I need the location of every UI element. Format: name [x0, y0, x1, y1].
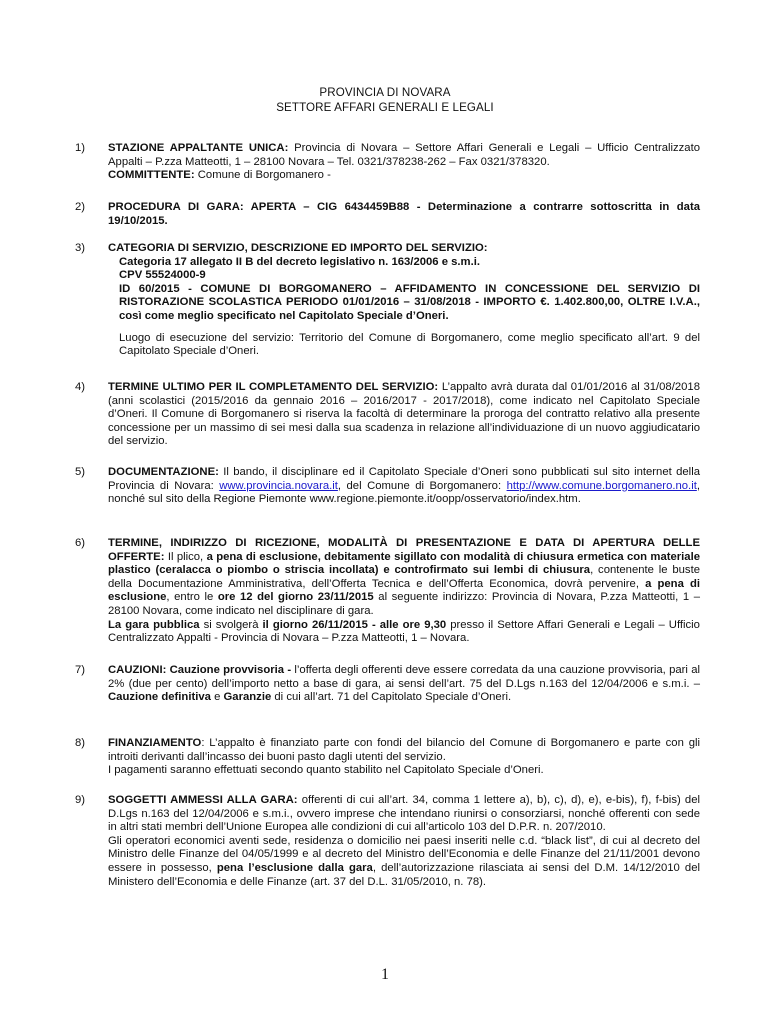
section-title: SOGGETTI AMMESSI ALLA GARA:: [108, 794, 298, 806]
service-description: ID 60/2015 - COMUNE DI BORGOMANERO – AFFIDAMENTO IN CONCESSIONE DEL SERVIZIO DI RISTORAZIONE SCOLASTICA PERIODO 01/01/2016 – 31/08/2018 - IMPORTO €. 1.402.800,00, OLTRE I.V.A., così come meglio specificato nel Capitolato Speciale d’Oneri.: [119, 282, 700, 322]
section-title: CAUZIONI: Cauzione provvisoria -: [108, 664, 292, 676]
section-emphasis: a pena di esclusione, debitamente sigillato con modalità di chiusura ermetica con materiale plastico (ceralacca o piombo o striscia incollata) e controfirmato sui lembi di chiusura: [108, 550, 701, 577]
section-number: 2): [75, 201, 86, 213]
section-text: , nonché sul sito della Regione Piemonte www.regione.piemonte.it/oopp/osservatorio/index.htm.: [108, 479, 700, 506]
service-cpv: CPV 55524000-9: [119, 269, 206, 282]
section-text: si svolgerà: [199, 618, 263, 631]
deadline: ore 12 del giorno 23/11/2015: [217, 591, 374, 604]
page-number: 1: [381, 966, 389, 983]
service-category: Categoria 17 allegato II B del decreto legislativo n. 163/2006 e s.m.i.: [119, 255, 481, 268]
committente-label: COMMITTENTE:: [108, 169, 195, 182]
section-text: , del Comune di Borgomanero:: [337, 479, 507, 492]
section-number: 4): [75, 381, 86, 393]
link-provincia[interactable]: www.provincia.novara.it: [219, 479, 338, 492]
section-number: 3): [75, 242, 86, 254]
service-location: Luogo di esecuzione del servizio: Territorio del Comune di Borgomanero, come meglio specificato all’art. 9 del Capitolato Speciale d’Oneri.: [119, 331, 700, 358]
section-title: PROCEDURA DI GARA: APERTA – CIG 6434459B88 - Determinazione a contrarre sottoscritta in data 19/10/2015.: [108, 201, 700, 227]
section-text: offerenti di cui all’art. 34, comma 1 lettere a), b), c), d), e), e-bis), f), f-bis) del D.Lgs n.163 del 12/04/2006 e s.m.i., ovvero imprese che intendano riunirsi o consorziarsi, nonché offerenti con sede in altri stati membri dell’Unione Europea alle condizioni di cui all’articolo 103 del D.P.R. n. 207/2010.: [108, 794, 700, 834]
header-province: PROVINCIA DI NOVARA: [319, 86, 451, 99]
section-number: 1): [75, 142, 86, 154]
section-text: , dell’autorizzazione rilasciata ai sensi del D.M. 14/12/2010 del Ministero dell’Economia e delle Finanze (art. 37 del D.L. 31/05/2010, n. 78).: [108, 861, 700, 888]
section-emphasis: La gara pubblica: [108, 618, 200, 631]
section-text: Provincia di Novara – Settore Affari Generali e Legali – Ufficio Centralizzato Appalti – P.zza Matteotti, 1 – 28100 Novara – Tel. 0321/378238-262 – Fax 0321/378320.: [108, 142, 701, 168]
document-header: [0, 86, 770, 115]
section-text: e: [210, 691, 224, 704]
header-sector: SETTORE AFFARI GENERALI E LEGALI: [276, 100, 494, 114]
section-text: di cui all’art. 71 del Capitolato Speciale d’Oneri.: [271, 691, 512, 704]
section-title: TERMINE, INDIRIZZO DI RICEZIONE, MODALITÀ DI PRESENTAZIONE E DATA DI APERTURA DELLE OFFERTE:: [108, 537, 700, 563]
section-title: STAZIONE APPALTANTE UNICA:: [108, 142, 289, 154]
section-text: , entro le: [166, 591, 218, 604]
section-emphasis: Cauzione definitiva: [108, 691, 211, 704]
section-number: 9): [75, 794, 86, 806]
section-number: 7): [75, 664, 86, 676]
section-text: : L’appalto è finanziato parte con fondi del bilancio del Comune di Borgomanero e parte con gli introiti derivanti dall’incasso dei buoni pasto dagli utenti del servizio.: [108, 737, 700, 763]
opening-date: il giorno 26/11/2015 - alle ore 9,30: [262, 618, 447, 631]
section-text: Gli operatori economici aventi sede, residenza o domicilio nei paesi inseriti nelle c.d. “black list”, di cui al decreto del Ministro delle Finanze del 04/05/1999 e al decreto del Ministro dell’Economia e delle Finanze del 21/11/2001 devono essere in possesso,: [108, 834, 700, 874]
section-emphasis: a pena di esclusione: [108, 577, 701, 604]
section-title: TERMINE ULTIMO PER IL COMPLETAMENTO DEL SERVIZIO:: [108, 381, 439, 393]
section-text: I pagamenti saranno effettuati secondo quanto stabilito nel Capitolato Speciale d’Oneri.: [108, 764, 544, 777]
section-number: 8): [75, 737, 86, 749]
section-text: Il bando, il disciplinare ed il Capitolato Speciale d’Oneri sono pubblicati sul sito internet della Provincia di Novara:: [108, 466, 700, 492]
section-emphasis: Garanzie: [223, 691, 272, 704]
section-text: presso il Settore Affari Generali e Legali – Ufficio Centralizzato Appalti - Provincia di Novara – P.zza Matteotti, 1 – Novara.: [108, 618, 700, 645]
section-text: l’offerta degli offerenti deve essere corredata da una cauzione provvisoria, pari al 2% (due per cento) dell’importo netto a base di gara, ai sensi dell’art. 75 del D.Lgs n.163 del 12/04/2006 e s.m.i. –: [108, 664, 701, 690]
section-text: Il plico,: [164, 550, 207, 563]
section-text: L’appalto avrà durata dal 01/01/2016 al 31/08/2018 (anni scolastici (2015/2016 da gennaio 2016 – 2016/2017 - 2017/2018), come indicato nel Capitolato Speciale d’Oneri. Il Comune di Borgomanero si riserva la facoltà di determinare la proroga del contratto relativo alla presente concessione per un massimo di sei mesi dalla sua scadenza in relazione all’individuazione di un nuovo aggiudicatario del servizio.: [108, 381, 700, 448]
link-comune[interactable]: http://www.comune.borgomanero.no.it: [506, 479, 697, 492]
section-title: CATEGORIA DI SERVIZIO, DESCRIZIONE ED IMPORTO DEL SERVIZIO:: [108, 242, 488, 254]
section-number: 6): [75, 537, 86, 549]
section-emphasis: pena l’esclusione dalla gara: [216, 861, 373, 874]
section-title: DOCUMENTAZIONE:: [108, 466, 219, 478]
section-title: FINANZIAMENTO: [108, 737, 202, 749]
section-text: , contenente le buste della Documentazione Amministrativa, dell’Offerta Tecnica e dell’Offerta Economica, dovrà pervenire,: [108, 564, 700, 590]
section-text: al seguente indirizzo: Provincia di Novara, P.zza Matteotti, 1 – 28100 Novara, come indicato nel disciplinare di gara.: [108, 591, 701, 617]
committente-value: Comune di Borgomanero -: [194, 169, 331, 182]
section-number: 5): [75, 466, 86, 478]
